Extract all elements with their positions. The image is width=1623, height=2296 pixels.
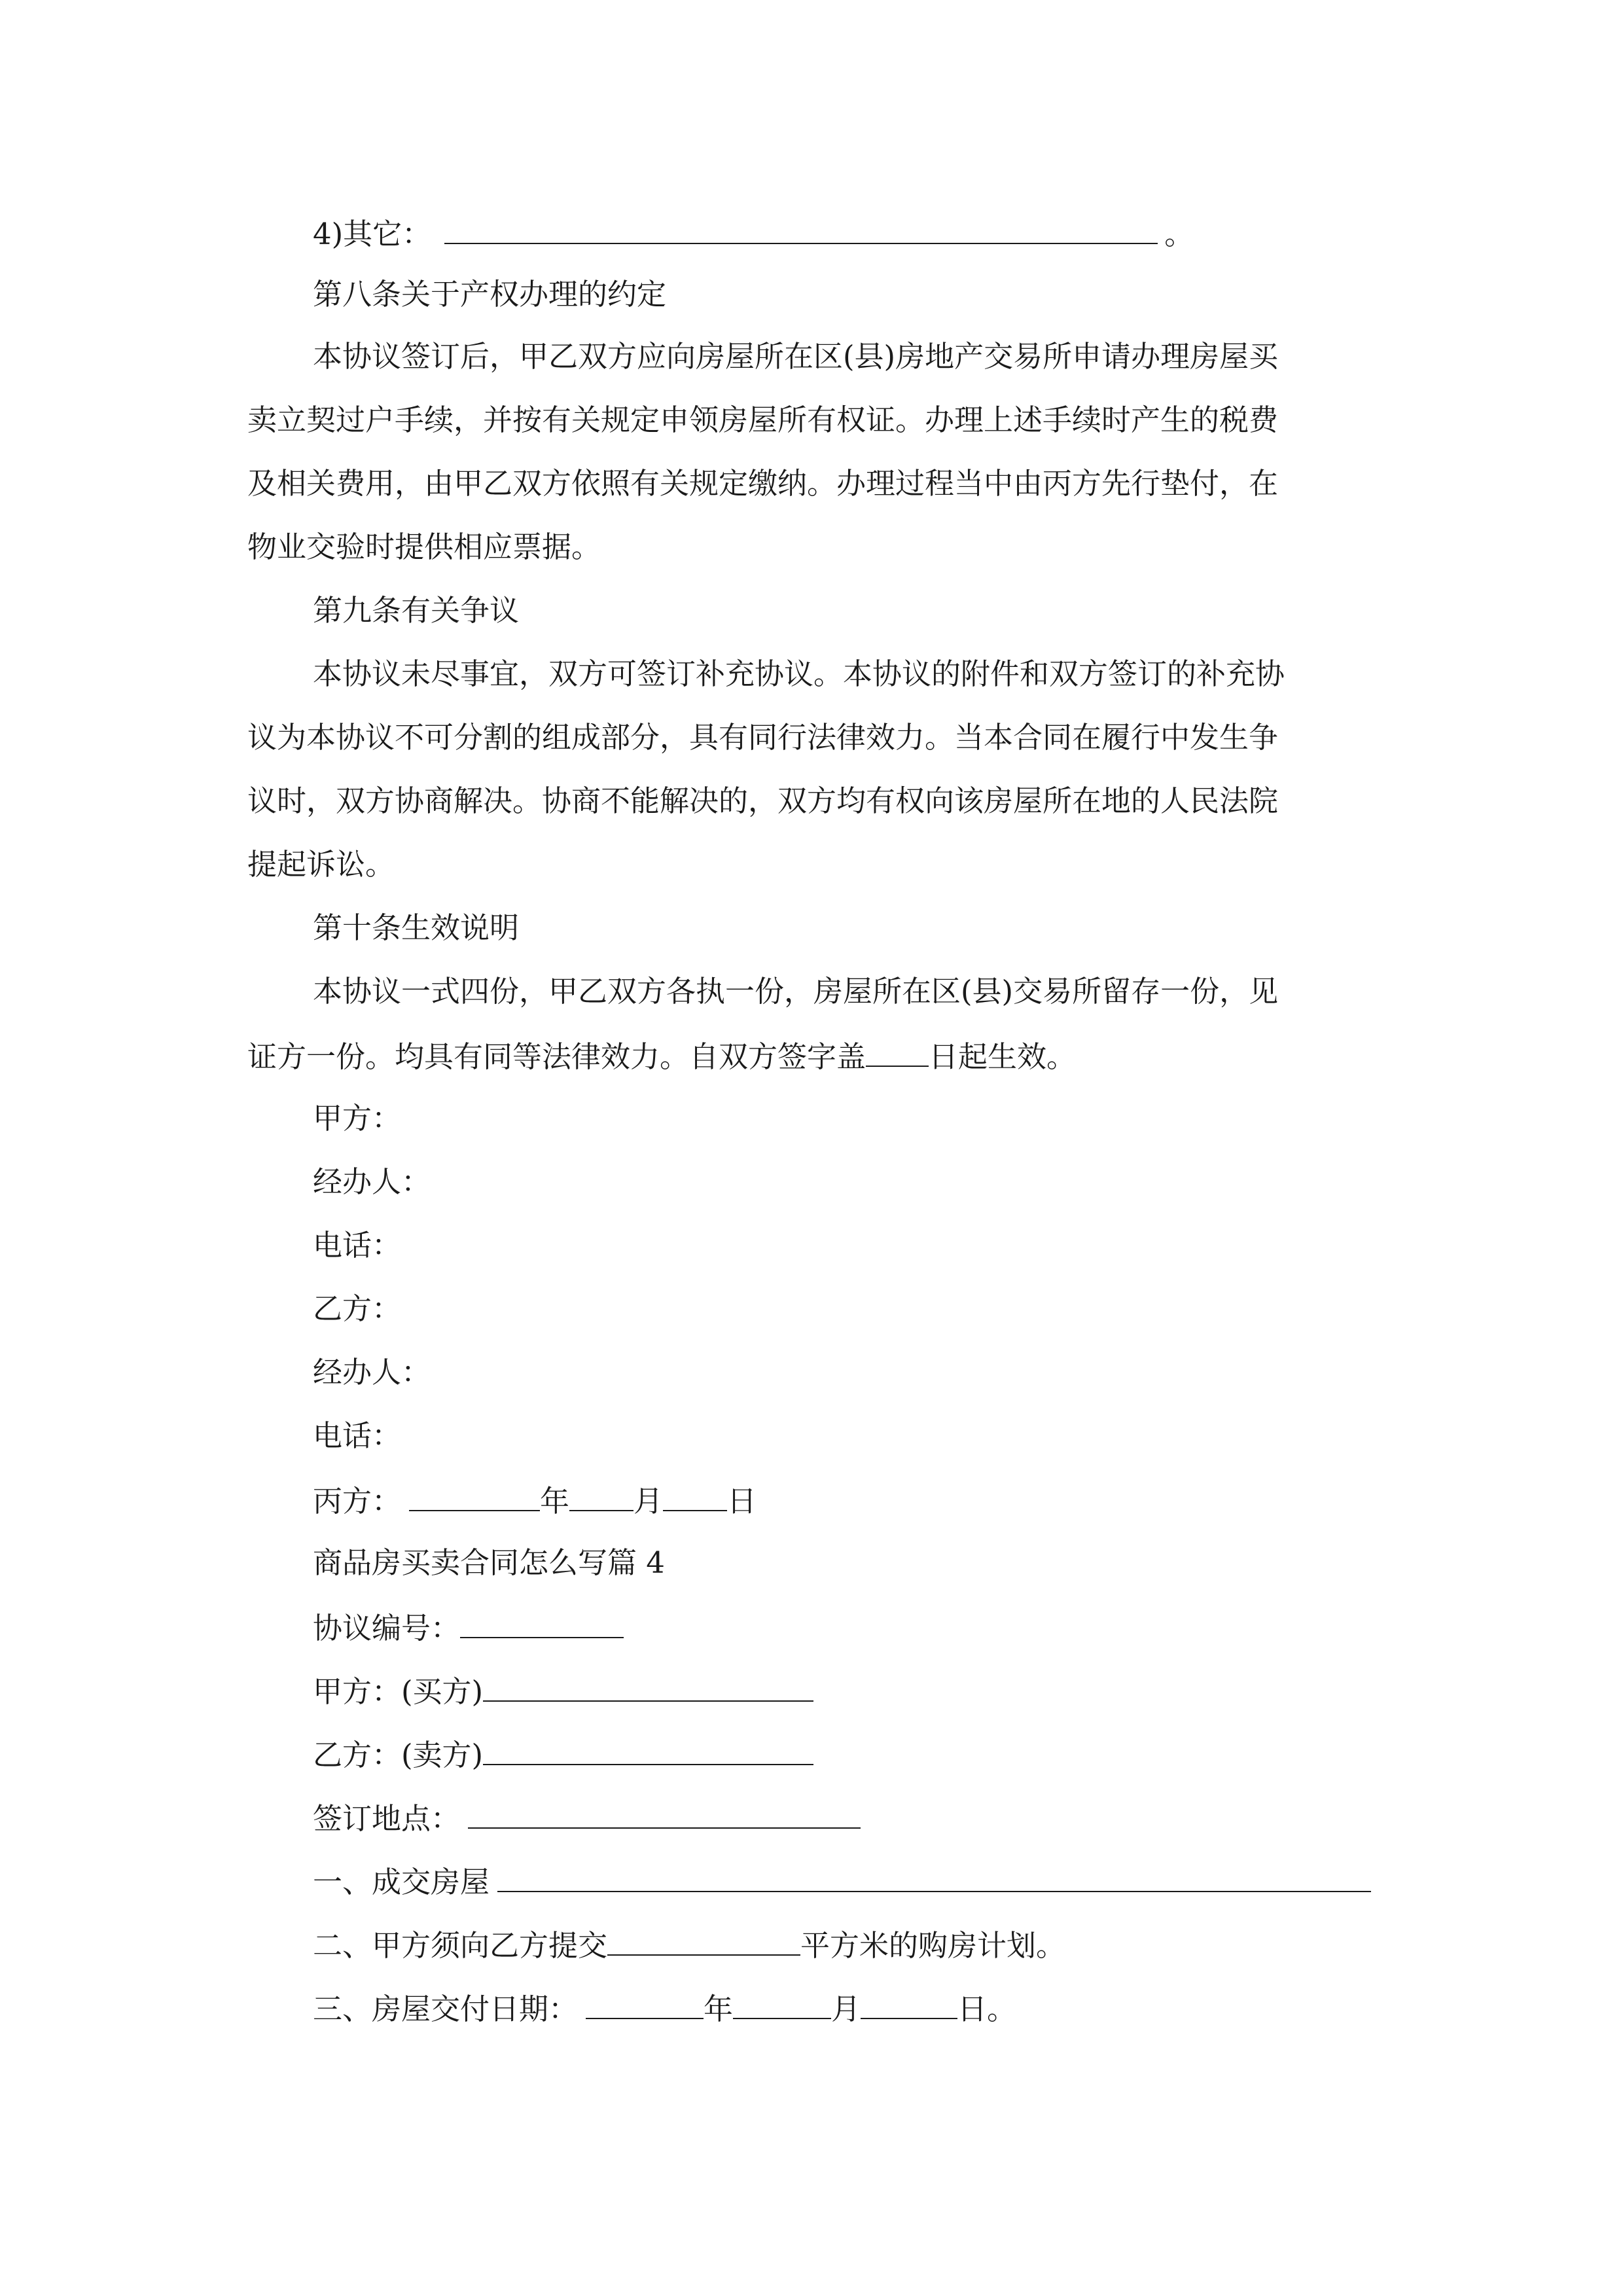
delivery-date-line	[313, 1988, 1016, 2027]
blank-field-sign-date[interactable]	[866, 1035, 929, 1067]
blank-field-other[interactable]	[444, 213, 1158, 244]
party-b-agent-label: 经办人：	[313, 1355, 431, 1390]
blank-field-day[interactable]	[663, 1480, 727, 1511]
party-c-date-line	[313, 1480, 757, 1519]
article-9-paragraph-line-4: 提起诉讼。	[247, 847, 395, 882]
clause-other-line	[313, 213, 1194, 252]
year-label: 年	[540, 1484, 570, 1518]
party-b-label: 乙方：	[313, 1291, 402, 1326]
signing-place-label: 签订地点：	[313, 1801, 461, 1836]
clause-other-end: 。	[1164, 217, 1194, 251]
purchase-plan-text-end: 平方米的购房计划。	[800, 1928, 1066, 1963]
blank-field-buyer[interactable]	[483, 1670, 813, 1702]
buyer-label: 甲方：(买方)	[313, 1674, 484, 1709]
party-a-label: 甲方：	[313, 1101, 402, 1136]
blank-field-seller[interactable]	[483, 1734, 813, 1765]
seller-label: 乙方：(卖方)	[313, 1738, 484, 1772]
blank-field-transaction-house[interactable]	[497, 1861, 1371, 1892]
party-a-agent-label: 经办人：	[313, 1164, 431, 1199]
blank-field-delivery-year[interactable]	[586, 1988, 704, 2019]
effective-text: 证方一份。均具有同等法律效力。自双方签字盖	[247, 1039, 866, 1074]
blank-field-month[interactable]	[569, 1480, 633, 1511]
party-a-phone-label: 电话：	[313, 1228, 402, 1263]
blank-field-agreement-number[interactable]	[460, 1607, 624, 1638]
article-10-paragraph-line-2	[247, 1035, 1076, 1075]
transaction-house-label: 一、成交房屋	[313, 1865, 490, 1899]
article-10-paragraph-line-1: 本协议一式四份，甲乙双方各执一份，房屋所在区(县)交易所留存一份，见	[313, 974, 1279, 1009]
article-9-paragraph-line-3: 议时，双方协商解决。协商不能解决的，双方均有权向该房屋所在地的人民法院	[247, 783, 1279, 818]
seller-line	[313, 1734, 813, 1773]
article-8-heading: 第八条关于产权办理的约定	[313, 277, 667, 312]
article-9-paragraph-line-2: 议为本协议不可分割的组成部分，具有同行法律效力。当本合同在履行中发生争	[247, 720, 1279, 755]
clause-other-label: 4)其它：	[313, 217, 432, 251]
article-8-paragraph-line-3: 及相关费用，由甲乙双方依照有关规定缴纳。办理过程当中由丙方先行垫付，在	[247, 466, 1279, 501]
month-label: 月	[633, 1484, 664, 1518]
signing-place-line	[313, 1797, 861, 1837]
day-label: 日	[727, 1484, 757, 1518]
blank-field-signing-place[interactable]	[468, 1797, 861, 1829]
buyer-line	[313, 1670, 813, 1710]
article-9-heading: 第九条有关争议	[313, 593, 520, 628]
effective-text-end: 日起生效。	[929, 1039, 1077, 1074]
agreement-number-line	[313, 1607, 624, 1646]
delivery-day-label: 日。	[957, 1992, 1017, 2026]
party-b-phone-label: 电话：	[313, 1418, 402, 1453]
party-c-label: 丙方：	[313, 1484, 402, 1518]
article-9-paragraph-line-1: 本协议未尽事宜，双方可签订补充协议。本协议的附件和双方签订的补充协	[313, 656, 1285, 691]
article-8-paragraph-line-1: 本协议签订后，甲乙双方应向房屋所在区(县)房地产交易所申请办理房屋买	[313, 339, 1279, 374]
purchase-plan-line	[313, 1924, 1065, 1964]
blank-field-area[interactable]	[607, 1924, 800, 1956]
purchase-plan-text: 二、甲方须向乙方提交	[313, 1928, 608, 1963]
transaction-house-line	[313, 1861, 1371, 1900]
delivery-month-label: 月	[831, 1992, 861, 2026]
delivery-year-label: 年	[704, 1992, 734, 2026]
blank-field-year[interactable]	[409, 1480, 540, 1511]
delivery-date-label: 三、房屋交付日期：	[313, 1992, 579, 2026]
article-8-paragraph-line-2: 卖立契过户手续，并按有关规定申领房屋所有权证。办理上述手续时产生的税费	[247, 403, 1279, 437]
section-title-contract-4: 商品房买卖合同怎么写篇 4	[313, 1545, 665, 1580]
blank-field-delivery-month[interactable]	[733, 1988, 831, 2019]
article-10-heading: 第十条生效说明	[313, 910, 520, 945]
blank-field-delivery-day[interactable]	[861, 1988, 957, 2019]
agreement-number-label: 协议编号：	[313, 1611, 461, 1645]
article-8-paragraph-line-4: 物业交验时提供相应票据。	[247, 529, 601, 564]
